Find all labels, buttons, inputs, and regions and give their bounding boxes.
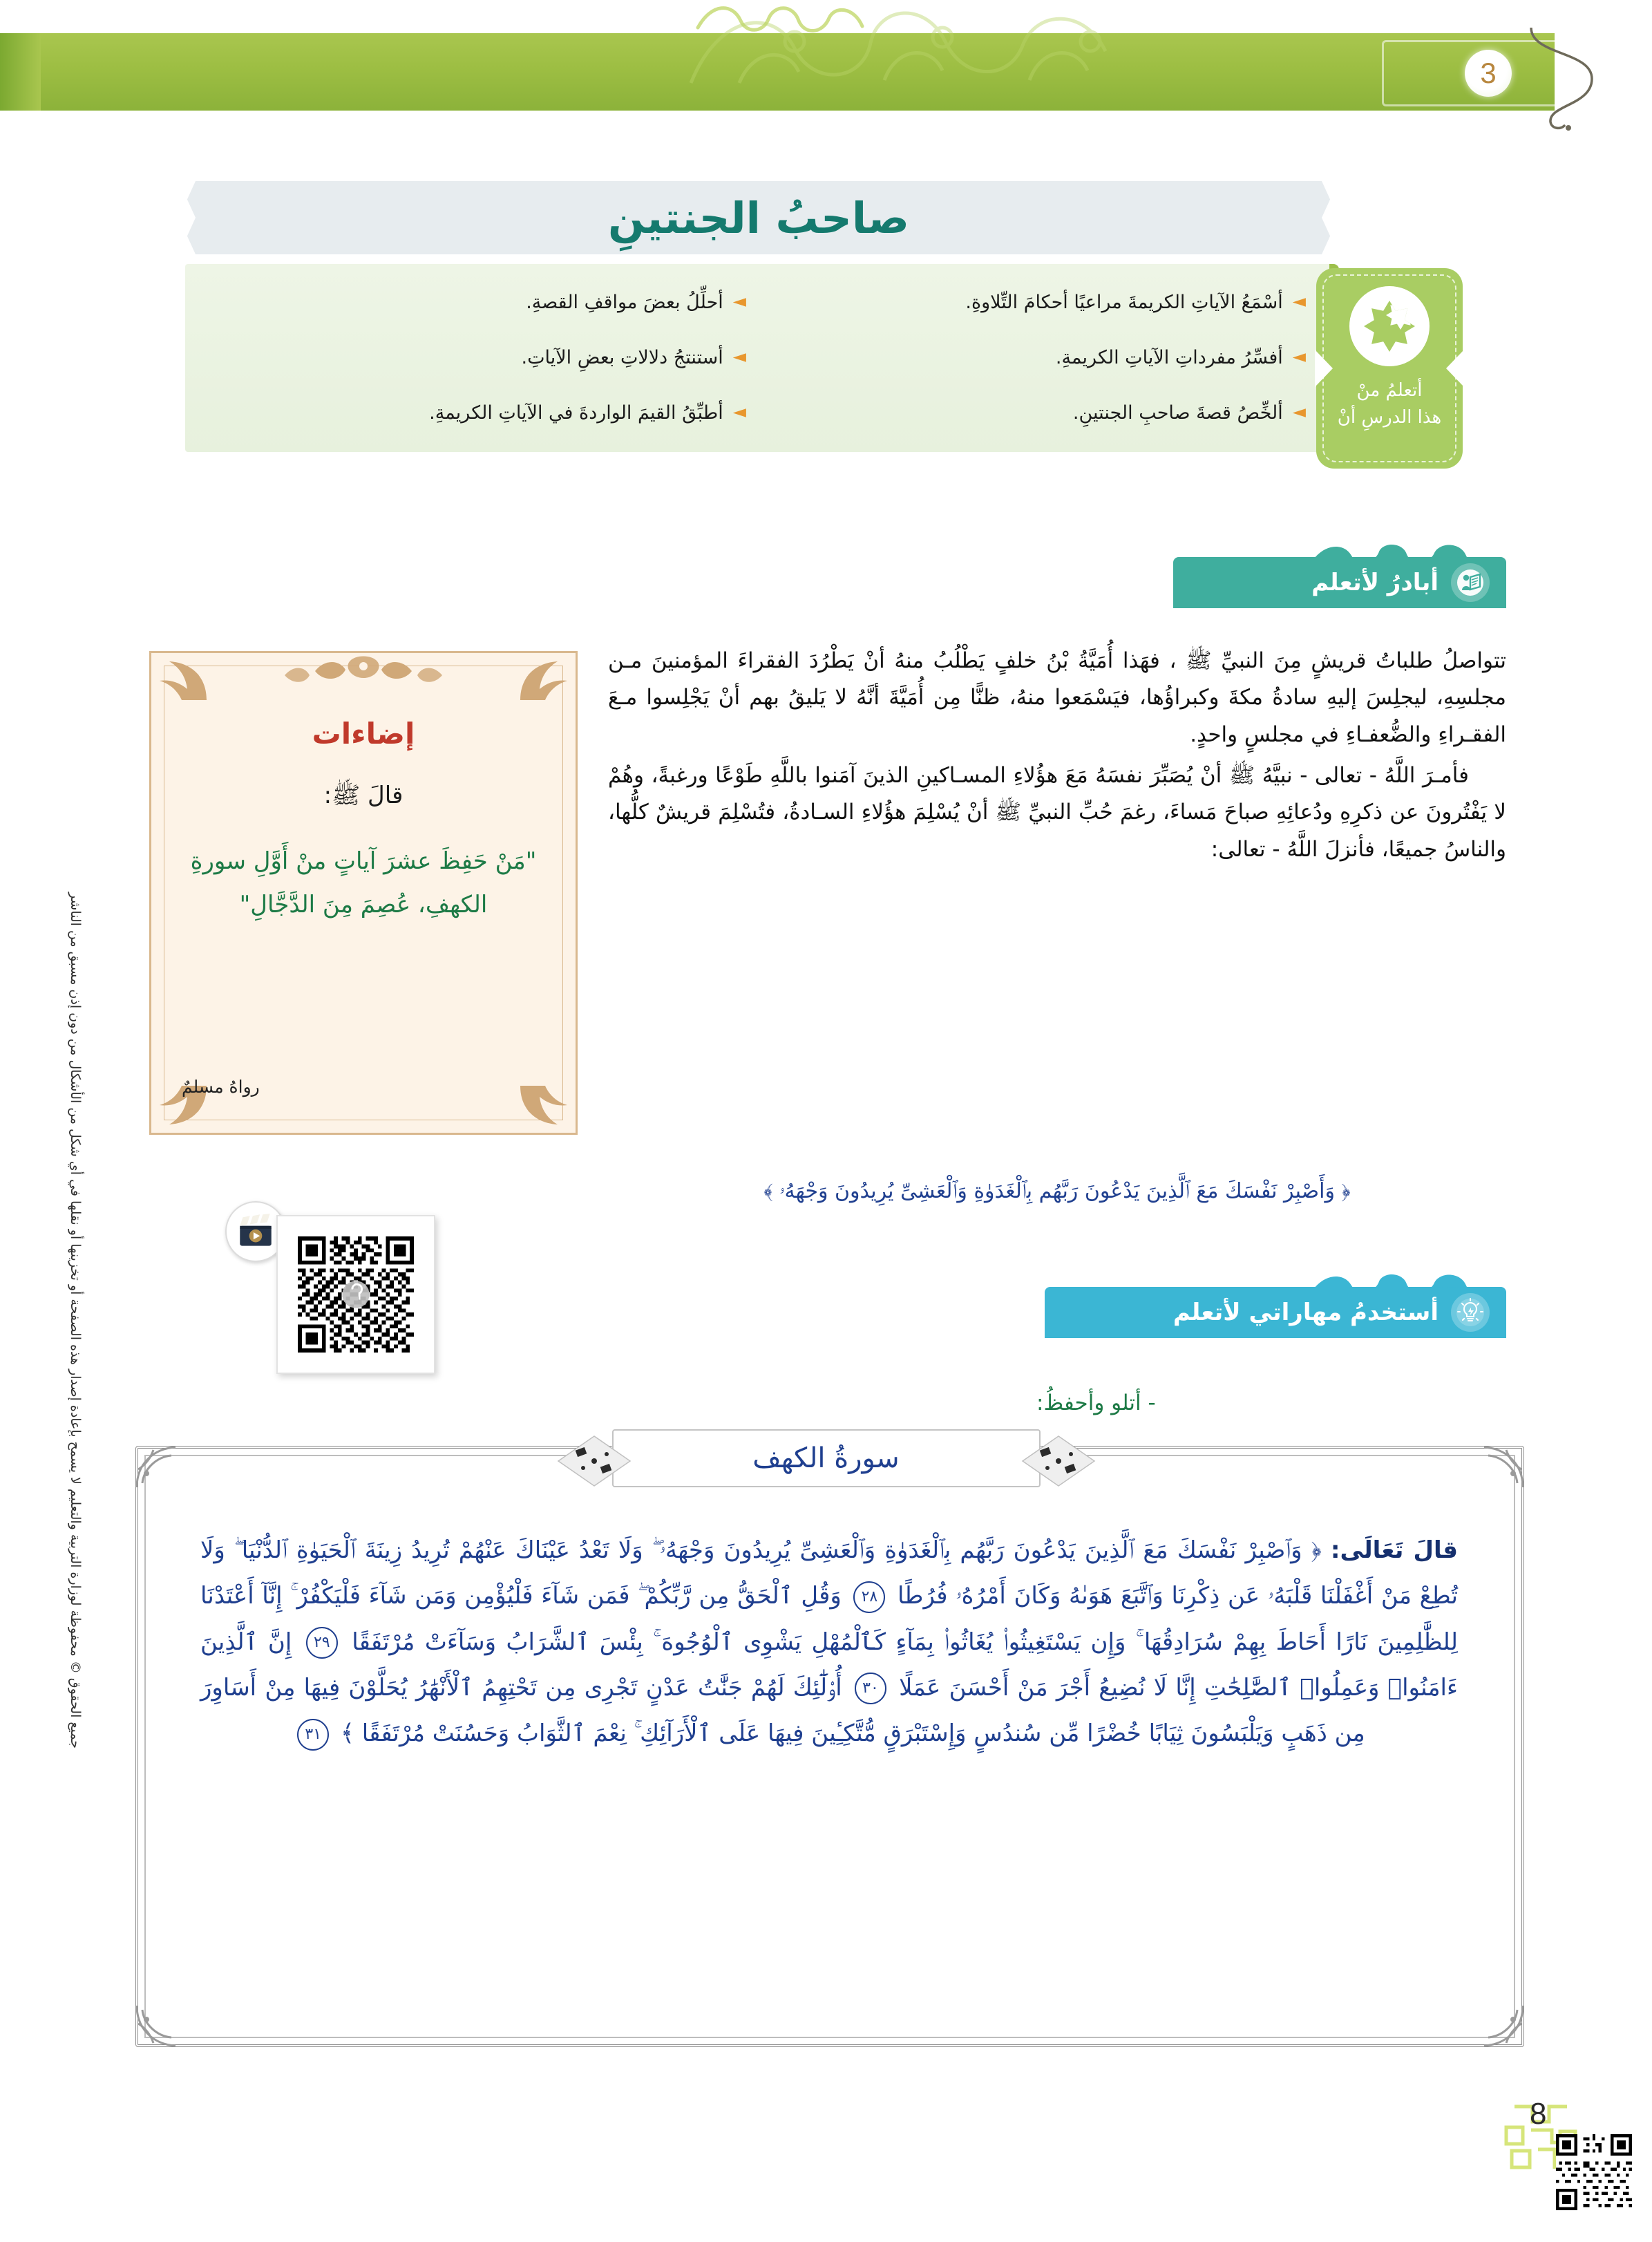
page-number: 8 xyxy=(1530,2097,1547,2131)
bullet-arrow-icon: ◄ xyxy=(1292,402,1306,422)
header-right-curl-icon xyxy=(1520,28,1603,131)
body-paragraph-2: فأمـرَ اللَّهُ - تعالى - نبيَّهُ ﷺ أنْ يُصَبِّرَ نفسَهُ مَعَ هؤُلاءِ المسـاكينِ الذينَ آمَنوا باللَّهِ طَوْعًا ورغبةً، وهُمْ لا يَفْتُرونَ عن ذكرِهِ ودُعائِهِ صباحَ مَساءَ، رغمَ حُبِّ النبيِّ ﷺ أنْ يُسْلِمَ هؤُلاءِ السـادةُ، فتُسْلِمَ قريشٌ كلُّها، والناسُ جميعًا، فأنزلَ اللَّهُ - تعالى: xyxy=(608,762,1506,862)
lightbulb-icon xyxy=(1451,1293,1490,1332)
card-corner-ornament-icon xyxy=(154,656,209,704)
surah-banner-ornament-icon xyxy=(553,1435,636,1487)
objective-item xyxy=(200,343,746,373)
illuminations-source: رواهُ مسلمٌ xyxy=(182,1077,260,1097)
recite-instruction: - أتلو وأحفظُ: xyxy=(1036,1391,1156,1415)
star-ornament-icon xyxy=(1364,301,1415,352)
qr-code-card[interactable] xyxy=(276,1215,435,1374)
frame-corner-ornament-icon xyxy=(1479,1442,1527,1490)
quran-verse-text: إِنَّ ٱلَّذِينَ ءَامَنُوا۟ وَعَمِلُوا۟ ٱلصَّٰلِحَٰتِ إِنَّا لَا نُضِيعُ أَجْرَ مَنْ أَحْسَنَ عَمَلًا xyxy=(200,1628,1458,1702)
lesson-title-banner xyxy=(181,181,1336,254)
ayah-number-marker: ٣٠ xyxy=(855,1673,886,1704)
lesson-body xyxy=(608,643,1506,872)
illuminations-title: إضاءات xyxy=(312,717,415,751)
quran-verse-text: ﴿ وَٱصْبِرْ نَفْسَكَ مَعَ ٱلَّذِينَ يَدْعُونَ رَبَّهُم بِٱلْغَدَوٰةِ وَٱلْعَشِىِّ يُرِيدُونَ وَجْهَهُۥ ۖ وَلَا تَعْدُ عَيْنَاكَ عَنْهُمْ تُرِيدُ زِينَةَ ٱلْحَيَوٰةِ ٱلدُّنْيَا ۖ وَلَا تُطِعْ مَنْ أَغْفَلْنَا قَلْبَهُۥ عَن ذِكْرِنَا وَٱتَّبَعَ هَوَىٰهُ وَكَانَ أَمْرُهُۥ فُرُطًا xyxy=(200,1536,1459,1610)
page-title: صاحبُ الجنتينِ xyxy=(607,192,910,243)
frame-corner-ornament-icon xyxy=(1479,2003,1527,2051)
quran-intro-label: قالَ تَعَالَى: xyxy=(1330,1536,1459,1564)
quran-verse-text: وَقُلِ ٱلْحَقُّ مِن رَّبِّكُمْ ۖ فَمَن شَآءَ فَلْيُؤْمِن وَمَن شَآءَ فَلْيَكْفُرْ ۚ إِنَّآ أَعْتَدْنَا لِلظَّٰلِمِينَ نَارًا أَحَاطَ بِهِمْ سُرَادِقُهَا ۚ وَإِن يَسْتَغِيثُوا۟ يُغَاثُوا۟ بِمَآءٍ كَٱلْمُهْلِ يَشْوِى ٱلْوُجُوهَ ۚ بِئْسَ ٱلشَّرَابُ وَسَآءَتْ مُرْتَفَقًا xyxy=(200,1582,1459,1656)
bullet-arrow-icon: ◄ xyxy=(1292,346,1306,367)
badge-label-line1: أتعلمُ منْ xyxy=(1356,380,1423,401)
frame-corner-ornament-icon xyxy=(133,1442,181,1490)
surah-title-banner xyxy=(612,1429,1041,1487)
inline-quran-verse: ﴿ وَأَصْبِرْ نَفْسَكَ مَعَ ٱلَّذِينَ يَدْعُونَ رَبَّهُم بِٱلْغَدَوٰةِ وَٱلْعَشِىِّ يُرِيدُونَ وَجْهَهُۥ ﴾ xyxy=(763,1179,1351,1203)
objective-text: ألخِّصُ قصةَ صاحبِ الجنتينِ. xyxy=(1072,402,1283,424)
quran-verses-block xyxy=(200,1527,1458,1756)
objective-text: أفسِّرُ مفرداتِ الآياتِ الكريمةِ. xyxy=(1055,347,1283,369)
illuminations-attribution: قالَ ﷺ: xyxy=(323,782,403,809)
surah-banner-ornament-icon xyxy=(1017,1435,1100,1487)
section-crest-flourish-icon xyxy=(1310,1272,1490,1290)
badge-notch-right xyxy=(1446,350,1464,387)
objective-item xyxy=(200,398,746,428)
section-header-skills xyxy=(1045,1287,1506,1338)
learning-outcomes-badge xyxy=(1316,268,1463,469)
bullet-arrow-icon: ◄ xyxy=(732,402,746,422)
ayah-number-marker: ٢٨ xyxy=(853,1581,885,1613)
section-header-abadir xyxy=(1173,557,1506,608)
card-corner-ornament-icon xyxy=(518,1082,573,1130)
objective-text: أسْمَعُ الآياتِ الكريمةَ مراعيًا أحكامَ التِّلاوةِ. xyxy=(965,292,1283,314)
section-label-skills: أستخدمُ مهاراتي لأتعلم xyxy=(1172,1299,1439,1326)
badge-star-circle xyxy=(1349,286,1430,366)
frame-corner-ornament-icon xyxy=(133,2003,181,2051)
copyright-notice: جميع الحقوق © محفوظة لوزارة التربية والتعليم لا يسمح بإعادة إصدار هذه الصفحة أو تخزينها أو نقلها في أي شكل من الأشكال من دون إذن مسبق من الناشر xyxy=(68,892,83,1749)
badge-notch-left xyxy=(1315,350,1333,387)
objective-item xyxy=(760,343,1306,373)
person-reading-icon xyxy=(1451,563,1490,602)
objective-item xyxy=(760,288,1306,317)
quran-verse-text: أُو۟لَٰٓئِكَ لَهُمْ جَنَّٰتُ عَدْنٍ تَجْرِى مِن تَحْتِهِمُ ٱلْأَنْهَٰرُ يُحَلَّوْنَ فِيهَا مِنْ أَسَاوِرَ مِن ذَهَبٍ وَيَلْبَسُونَ ثِيَابًا خُضْرًا مِّن سُندُسٍ وَإِسْتَبْرَقٍ مُّتَّكِـِٔينَ فِيهَا عَلَى ٱلْأَرَآئِكِ ۚ نِعْمَ ٱلثَّوَابُ وَحَسُنَتْ مُرْتَفَقًا ﴾ xyxy=(200,1673,1365,1748)
ayah-number-marker: ٢٩ xyxy=(306,1627,338,1659)
illuminations-crest-icon xyxy=(274,654,453,693)
objectives-column-left xyxy=(200,275,746,441)
bullet-arrow-icon: ◄ xyxy=(732,291,746,312)
objective-item xyxy=(760,398,1306,428)
bullet-arrow-icon: ◄ xyxy=(1292,291,1306,312)
bullet-arrow-icon: ◄ xyxy=(732,346,746,367)
objective-text: أطبِّقُ القيمَ الواردةَ في الآياتِ الكريمةِ. xyxy=(429,402,723,424)
qr-code-icon[interactable] xyxy=(298,1236,414,1353)
objectives-column-right xyxy=(760,275,1306,441)
ayah-number-marker: ٣١ xyxy=(297,1719,329,1751)
footer-qr-code-icon[interactable] xyxy=(1556,2134,1632,2210)
illuminations-card xyxy=(149,651,578,1135)
section-crest-flourish-icon xyxy=(1310,542,1490,560)
header-arabesque-icon xyxy=(677,0,1161,90)
objective-text: أستنتجُ دلالاتِ بعضِ الآياتِ. xyxy=(521,347,723,369)
body-paragraph-1: تتواصلُ طلباتُ قريشٍ مِنَ النبيِّ ﷺ ، فهَذا أُمَيَّةُ بْنُ خلفٍ يَطْلُبُ منهُ أنْ يَطْرُدَ الفقراءَ المؤمنينَ مـن مجلسِهِ، ليجلِسَ إليهِ سادةُ مكةَ وكبراؤُها، فيَسْمَعوا منهُ، ظنًّا مِن أُمَيَّةَ أنَّهُ لا يَليقُ بهم أنْ يَجْلِسوا مـعَ الفقـراءِ والضُّعفـاءِ في مجلسٍ واحدٍ. xyxy=(608,648,1506,747)
surah-title: سورةُ الكهف xyxy=(752,1442,900,1474)
objective-text: أحلِّلُ بعضَ مواقفِ القصةِ. xyxy=(526,292,723,314)
card-corner-ornament-icon xyxy=(518,656,573,704)
illuminations-hadith-text: "مَنْ حَفِظَ عشرَ آياتٍ منْ أَوَّلِ سورةِ الكهفِ، عُصِمَ مِنَ الدَّجَّالِ" xyxy=(190,847,537,919)
section-label-abadir: أبادرُ لأتعلم xyxy=(1311,569,1439,596)
badge-label-line2: هذا الدرسِ أنْ xyxy=(1337,407,1442,428)
page-header xyxy=(0,0,1652,131)
objective-item xyxy=(200,288,746,317)
unit-number-badge: 3 xyxy=(1465,50,1512,97)
badge-label xyxy=(1338,377,1442,431)
objectives-columns xyxy=(200,275,1306,441)
